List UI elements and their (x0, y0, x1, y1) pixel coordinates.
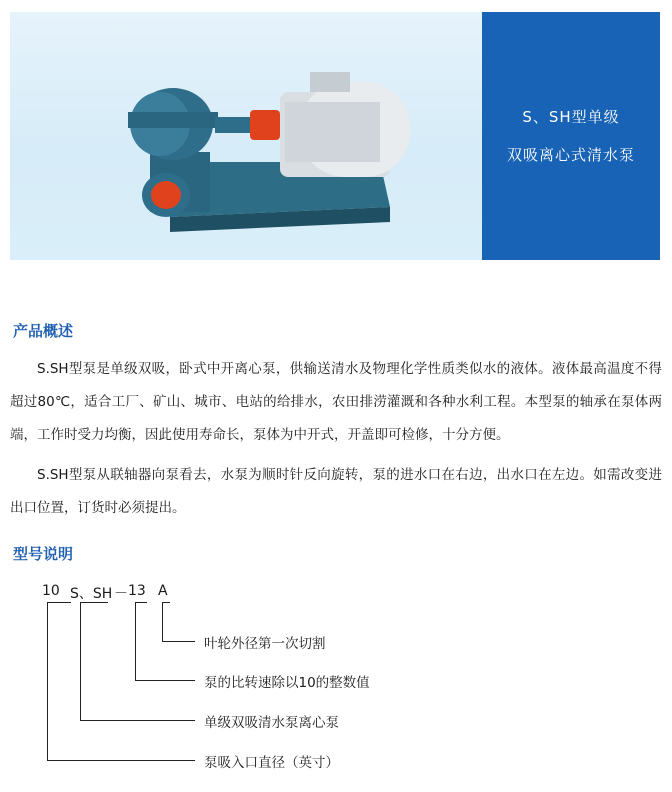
banner-title-line2: 双吸离心式清水泵 (506, 146, 635, 164)
code-type: S、SH (70, 586, 113, 602)
model-code-diagram (0, 575, 672, 785)
underline-diameter (47, 602, 71, 603)
label-impeller-cut: 叶轮外径第一次切割 (204, 636, 326, 652)
overview-paragraph-2: S.SH型泵从联轴器向泵看去，水泵为顺时针反向旋转，泵的进水口在右边，出水口在左边。如需改变进出口位置，订货时必须提出。 (10, 467, 662, 516)
label-pump-type: 单级双吸清水泵离心泵 (204, 715, 339, 731)
overview-heading: 产品概述 (13, 322, 74, 340)
underline-type (80, 602, 108, 603)
product-banner (10, 12, 660, 260)
underline-cut (162, 602, 170, 603)
pump-photo (10, 12, 482, 260)
underline-speed (135, 602, 147, 603)
hline-diameter (47, 760, 195, 761)
hline-cut (162, 641, 195, 642)
hline-speed (135, 680, 195, 681)
vline-diameter (47, 602, 48, 761)
code-dash: － (114, 586, 128, 602)
vline-type (80, 602, 81, 721)
code-cut: A (158, 583, 168, 599)
vline-speed (135, 602, 136, 681)
code-speed: 13 (128, 583, 146, 599)
banner-title-line1: S、SH型单级 (522, 108, 620, 126)
vline-cut (162, 602, 163, 642)
title-panel (482, 12, 660, 260)
code-diameter: 10 (42, 583, 60, 599)
model-heading: 型号说明 (13, 545, 74, 563)
label-specific-speed: 泵的比转速除以10的整数值 (204, 675, 370, 691)
hline-type (80, 720, 195, 721)
overview-paragraph-1: S.SH型泵是单级双吸，卧式中开离心泵，供输送清水及物理化学性质类似水的液体。液体最高温度不得超过80℃，适合工厂、矿山、城市、电站的给排水，农田排涝灌溉和各种水利工程。本型泵的轴承在泵体两端，工作时受力均衡，因此使用寿命长，泵体为中开式，开盖即可检修，十分方便。 (10, 361, 662, 443)
label-inlet-diameter: 泵吸入口直径（英寸） (204, 755, 339, 771)
pump-illustration (10, 12, 482, 260)
